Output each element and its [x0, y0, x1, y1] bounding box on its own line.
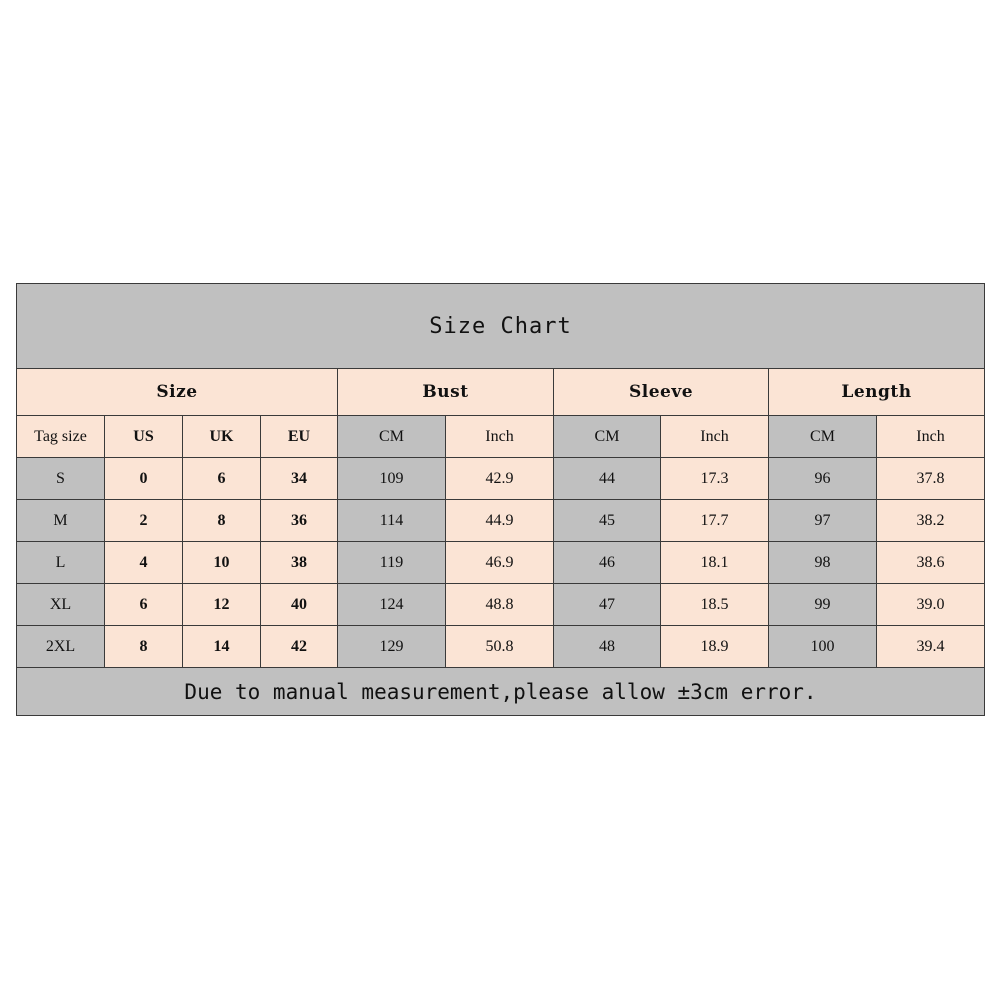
col-header-length-inch: Inch — [877, 416, 985, 458]
cell-uk: 6 — [183, 458, 261, 500]
cell-tag-size: S — [17, 458, 105, 500]
table-row — [17, 584, 985, 626]
cell-us: 0 — [105, 458, 183, 500]
cell-length-cm: 97 — [769, 500, 877, 542]
cell-eu: 40 — [261, 584, 338, 626]
cell-eu: 36 — [261, 500, 338, 542]
table-row — [17, 626, 985, 668]
cell-sleeve-cm: 47 — [554, 584, 661, 626]
cell-us: 8 — [105, 626, 183, 668]
cell-us: 4 — [105, 542, 183, 584]
cell-eu: 42 — [261, 626, 338, 668]
cell-bust-inch: 42.9 — [446, 458, 554, 500]
table-row — [17, 500, 985, 542]
cell-uk: 10 — [183, 542, 261, 584]
table-row — [17, 458, 985, 500]
col-header-length-cm: CM — [769, 416, 877, 458]
cell-tag-size: M — [17, 500, 105, 542]
group-header-length: Length — [769, 369, 985, 416]
col-header-uk: UK — [183, 416, 261, 458]
cell-sleeve-cm: 46 — [554, 542, 661, 584]
cell-bust-inch: 48.8 — [446, 584, 554, 626]
col-header-tag-size: Tag size — [17, 416, 105, 458]
cell-sleeve-inch: 17.7 — [661, 500, 769, 542]
cell-length-inch: 38.6 — [877, 542, 985, 584]
cell-bust-cm: 114 — [338, 500, 446, 542]
cell-tag-size: 2XL — [17, 626, 105, 668]
cell-sleeve-inch: 18.1 — [661, 542, 769, 584]
cell-sleeve-cm: 45 — [554, 500, 661, 542]
cell-length-inch: 39.4 — [877, 626, 985, 668]
cell-bust-inch: 50.8 — [446, 626, 554, 668]
cell-bust-inch: 44.9 — [446, 500, 554, 542]
table-row — [17, 542, 985, 584]
cell-us: 2 — [105, 500, 183, 542]
chart-title: Size Chart — [17, 284, 985, 369]
group-header-size: Size — [17, 369, 338, 416]
cell-tag-size: L — [17, 542, 105, 584]
cell-sleeve-inch: 18.5 — [661, 584, 769, 626]
cell-tag-size: XL — [17, 584, 105, 626]
cell-eu: 38 — [261, 542, 338, 584]
cell-length-inch: 37.8 — [877, 458, 985, 500]
group-header-sleeve: Sleeve — [554, 369, 769, 416]
cell-length-cm: 100 — [769, 626, 877, 668]
cell-eu: 34 — [261, 458, 338, 500]
col-header-sleeve-inch: Inch — [661, 416, 769, 458]
col-header-bust-inch: Inch — [446, 416, 554, 458]
cell-length-cm: 96 — [769, 458, 877, 500]
cell-bust-cm: 109 — [338, 458, 446, 500]
cell-length-inch: 39.0 — [877, 584, 985, 626]
cell-bust-cm: 119 — [338, 542, 446, 584]
col-header-us: US — [105, 416, 183, 458]
cell-sleeve-inch: 18.9 — [661, 626, 769, 668]
cell-uk: 12 — [183, 584, 261, 626]
size-chart-table — [16, 283, 985, 716]
col-header-eu: EU — [261, 416, 338, 458]
group-header-bust: Bust — [338, 369, 554, 416]
cell-uk: 14 — [183, 626, 261, 668]
col-header-bust-cm: CM — [338, 416, 446, 458]
cell-uk: 8 — [183, 500, 261, 542]
cell-length-cm: 98 — [769, 542, 877, 584]
cell-length-inch: 38.2 — [877, 500, 985, 542]
cell-length-cm: 99 — [769, 584, 877, 626]
cell-bust-cm: 129 — [338, 626, 446, 668]
cell-sleeve-inch: 17.3 — [661, 458, 769, 500]
measurement-note: Due to manual measurement,please allow ±3cm error. — [17, 668, 985, 716]
cell-us: 6 — [105, 584, 183, 626]
cell-bust-inch: 46.9 — [446, 542, 554, 584]
cell-bust-cm: 124 — [338, 584, 446, 626]
cell-sleeve-cm: 44 — [554, 458, 661, 500]
cell-sleeve-cm: 48 — [554, 626, 661, 668]
col-header-sleeve-cm: CM — [554, 416, 661, 458]
